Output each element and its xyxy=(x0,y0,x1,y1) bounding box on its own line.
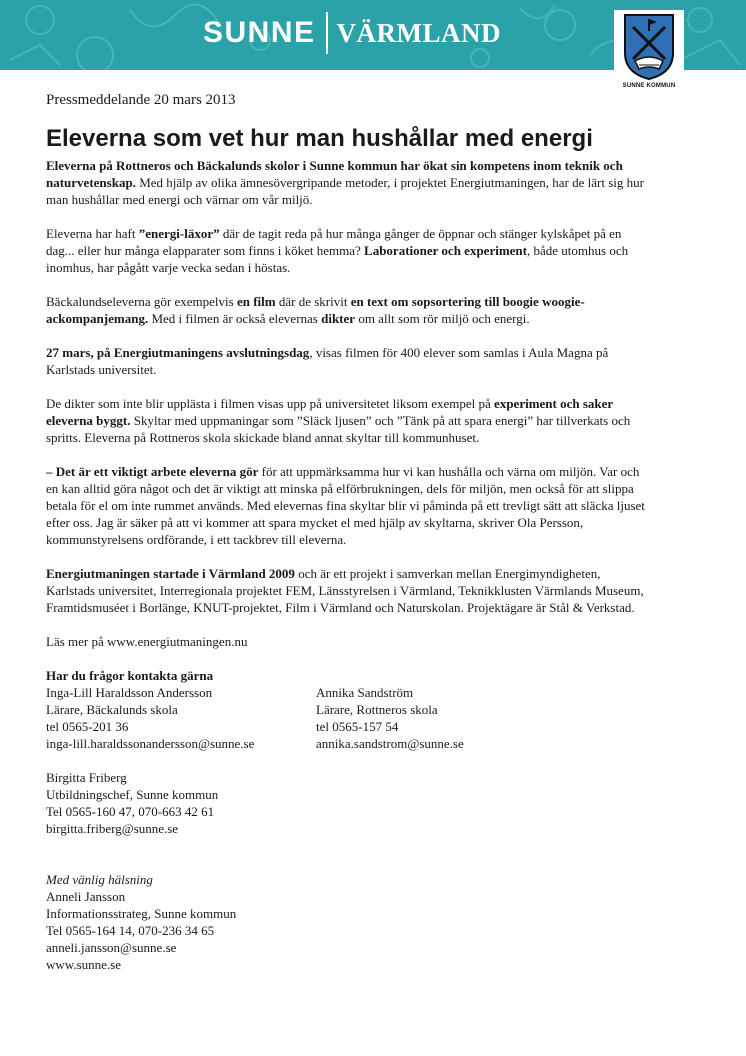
body-text: och är ett projekt i samverkan mellan Energimyndigheten, Karlstads universitet, Interregionala projektet FEM, Länsstyrelsen i Värmland, Teknikklusten Värmlands Museum, Framtidsmuséet i Borlänge, KNUT-projektet, Film i Värmland och Naturskolan. Projektägare är Stål & Verkstad. xyxy=(46,566,644,615)
contact-email[interactable]: inga-lill.haraldssonandersson@sunne.se xyxy=(46,736,255,751)
contact-email[interactable]: birgitta.friberg@sunne.se xyxy=(46,821,179,836)
brand-divider xyxy=(326,12,328,54)
press-release xyxy=(46,90,646,973)
contact-role: Informationsstrateg, Sunne kommun xyxy=(46,906,237,921)
contact-left xyxy=(46,684,316,752)
brand-varmland: VÄRMLAND xyxy=(336,17,501,48)
contact-right xyxy=(316,684,576,752)
contact-third xyxy=(46,769,646,837)
contact-role: Lärare, Rottneros skola xyxy=(316,702,438,717)
crest-caption: SUNNE KOMMUN xyxy=(622,83,676,89)
body-text: Bäckalundseleverna gör exempelvis xyxy=(46,294,237,309)
contacts-heading: Har du frågor kontakta gärna xyxy=(46,668,214,683)
contact-phone: Tel 0565-164 14, 070-236 34 65 xyxy=(46,923,215,938)
body-text: där de skrivit xyxy=(275,294,351,309)
contact-name: Inga-Lill Haraldsson Andersson xyxy=(46,685,213,700)
paragraph-quote xyxy=(46,463,646,548)
bold-text: Energiutmaningen startade i Värmland 2009 xyxy=(46,566,295,581)
signoff-greeting: Med vänlig hälsning xyxy=(46,872,153,887)
contact-name: Anneli Jansson xyxy=(46,889,126,904)
paragraph-closing-day xyxy=(46,344,646,378)
body-text: , visas filmen för 400 elever som samlas i Aula Magna på Karlstads universitet. xyxy=(46,345,609,377)
contact-role: Lärare, Bäckalunds skola xyxy=(46,702,178,717)
contact-phone: tel 0565-201 36 xyxy=(46,719,129,734)
read-more-link[interactable]: Läs mer på www.energiutmaningen.nu xyxy=(46,634,248,649)
bold-text: experiment och saker eleverna byggt. xyxy=(46,396,613,428)
body-text: där de tagit reda på hur många gånger de öppnar och stänger kylskåpet på en dag... eller hur många elapparater som finns i köket hemma? xyxy=(46,226,622,258)
crest-shield-icon xyxy=(623,13,675,81)
body-text: för att uppmärksamma hur vi kan hushålla och värna om miljön. Var och en kan alltid göra något och det är viktigt att minska på elförbrukningen, dels för miljön, men också för att slippa betala för el om inte rummet används. Med elevernas fina skyltar blir vi påminda på ett trevligt sätt att släcka ljuset efter oss. Jag är säker på att vi kommer att spara mycket el med hjälp av skyltarna, skriver Ola Persson, kommunstyrelsens ordförande, i ett tackbrev till eleverna. xyxy=(46,464,645,547)
contact-email[interactable]: anneli.jansson@sunne.se xyxy=(46,940,177,955)
contacts-columns xyxy=(46,684,646,752)
body-text: om allt som rör miljö och energi. xyxy=(355,311,530,326)
signoff xyxy=(46,871,646,973)
contact-name: Annika Sandström xyxy=(316,685,414,700)
paragraph-poems xyxy=(46,395,646,446)
website-link[interactable]: www.sunne.se xyxy=(46,957,121,972)
body-text: Med i filmen är också elevernas xyxy=(148,311,322,326)
page-title: Eleverna som vet hur man hushållar med energi xyxy=(46,125,593,152)
paragraph-film xyxy=(46,293,646,327)
bold-text: – Det är ett viktigt arbete eleverna gör xyxy=(46,464,259,479)
bold-text: en film xyxy=(236,294,276,309)
bold-text: dikter xyxy=(321,311,356,326)
bold-text: Laborationer och experiment xyxy=(364,243,527,258)
paragraph-intro xyxy=(46,157,646,208)
contact-role: Utbildningschef, Sunne kommun xyxy=(46,787,219,802)
body-text: De dikter som inte blir upplästa i filmen visas upp på universitetet liksom exempel på xyxy=(46,396,495,411)
bold-text: en text om sopsortering till boogie woogie-ackompanjemang. xyxy=(46,294,585,326)
contact-phone: tel 0565-157 54 xyxy=(316,719,399,734)
paragraph-homework xyxy=(46,225,646,276)
body-text: Eleverna har haft xyxy=(46,226,139,241)
dateline: Pressmeddelande 20 mars 2013 xyxy=(46,92,236,108)
brand-sunne: SUNNE xyxy=(203,16,316,49)
contact-phone: Tel 0565-160 47, 070-663 42 61 xyxy=(46,804,215,819)
contacts-section xyxy=(46,667,646,973)
contact-email[interactable]: annika.sandstrom@sunne.se xyxy=(316,736,464,751)
bold-text: ”energi-läxor” xyxy=(138,226,220,241)
contact-name: Birgitta Friberg xyxy=(46,770,127,785)
body-text: Skyltar med uppmaningar som ”Släck ljusen” och ”Tänk på att spara energi” har tillverkats och spritts. Eleverna på Rottneros skola skickade bland annat skyltar till kommunhuset. xyxy=(46,413,631,445)
bold-text: Eleverna på Rottneros och Bäckalunds skolor i Sunne kommun har ökat sin kompetens inom teknik och naturvetenskap. xyxy=(46,158,623,190)
body-text: , både utomhus och inomhus, har pågått varje vecka sedan i höstas. xyxy=(46,243,629,275)
municipality-crest xyxy=(614,10,684,94)
bold-text: 27 mars, på Energiutmaningens avslutningsdag xyxy=(46,345,310,360)
paragraph-project xyxy=(46,565,646,616)
body-text: Med hjälp av olika ämnesövergripande metoder, i projektet Energiutmaningen, har de lärt sig hur man hushållar med energi och värnar om vår miljö. xyxy=(46,175,644,207)
